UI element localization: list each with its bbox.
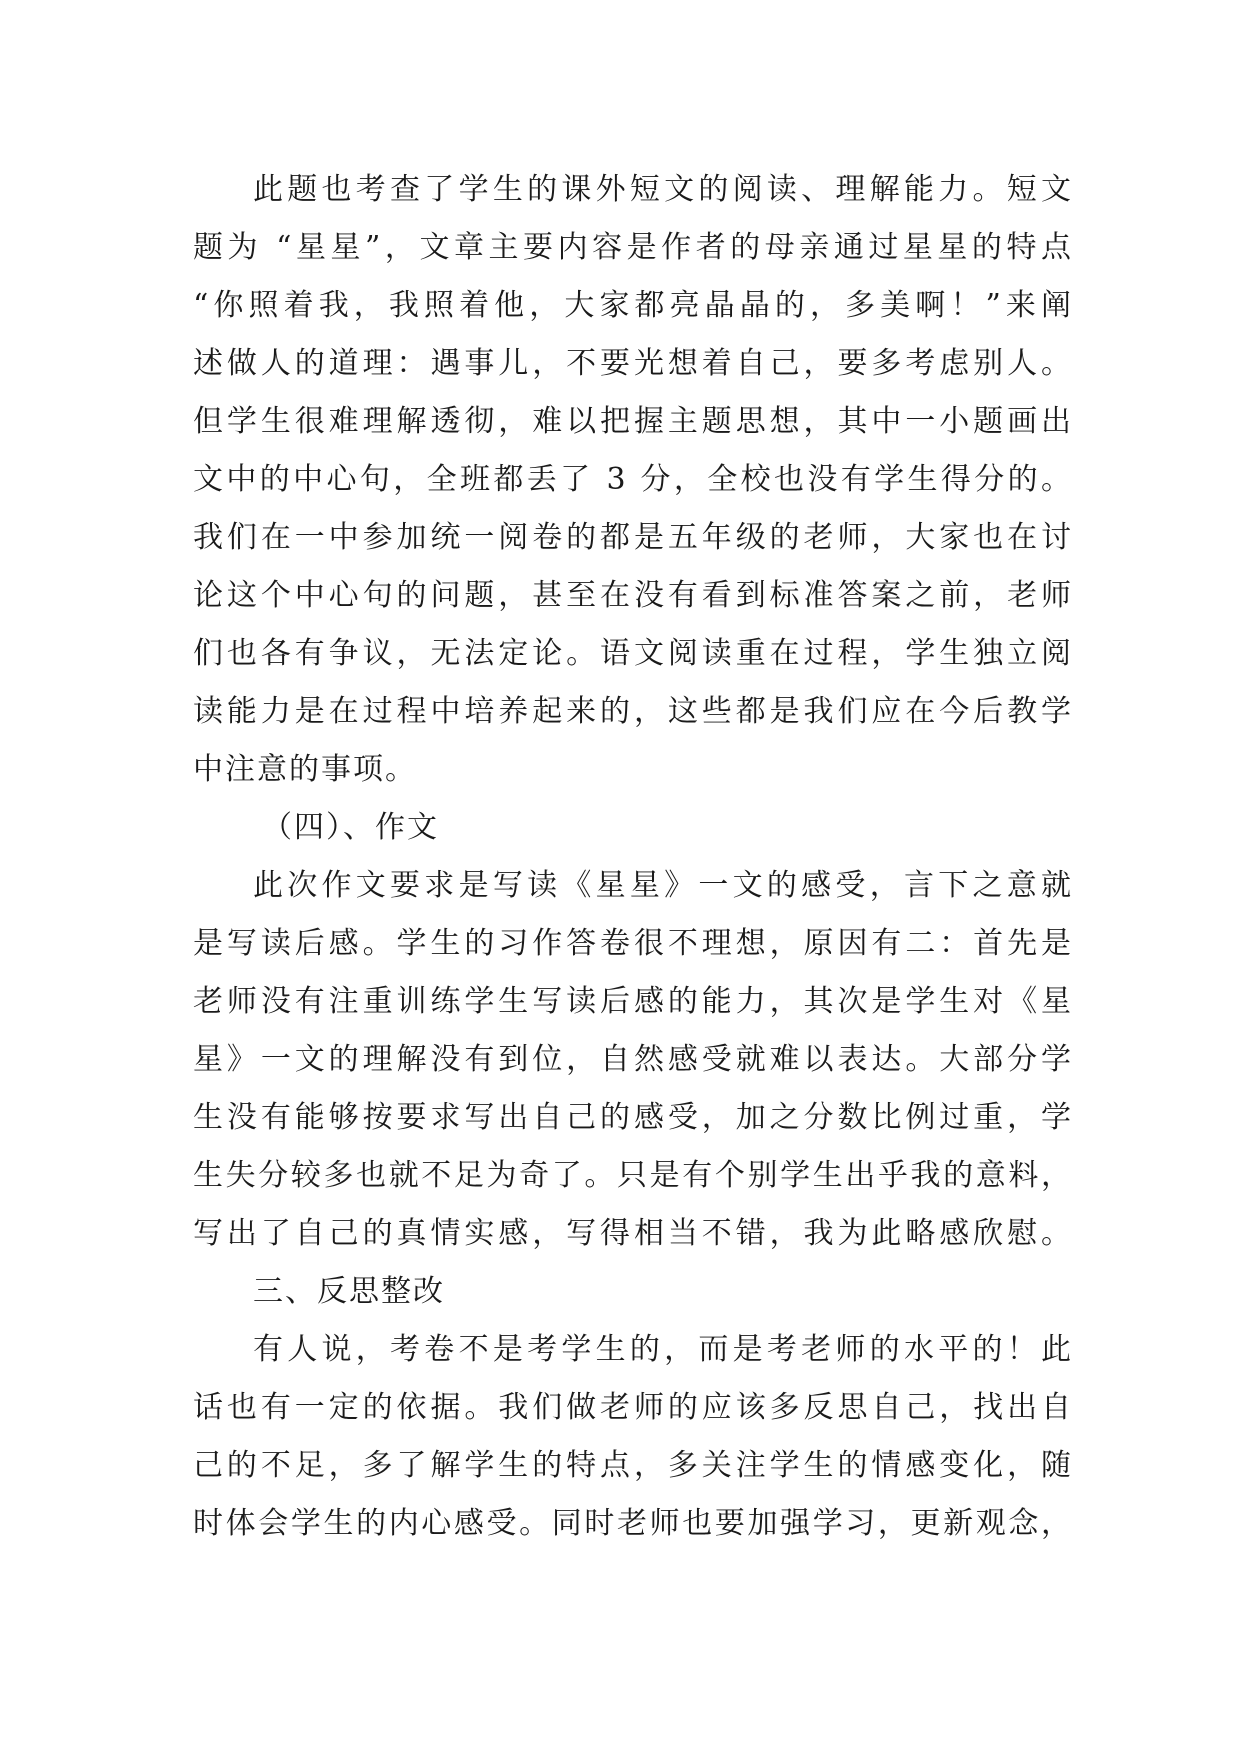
- paragraph-line: 我们在一中参加统一阅卷的都是五年级的老师，大家也在讨: [193, 520, 1073, 555]
- paragraph-line: 时体会学生的内心感受。同时老师也要加强学习，更新观念，: [193, 1506, 1073, 1541]
- section-heading: 三、反思整改: [253, 1274, 445, 1309]
- paragraph-line: 论这个中心句的问题，甚至在没有看到标准答案之前，老师: [193, 578, 1073, 613]
- paragraph-line: 文中的中心句，全班都丢了 3 分，全校也没有学生得分的。: [193, 462, 1073, 497]
- paragraph-line: 老师没有注重训练学生写读后感的能力，其次是学生对《星: [193, 984, 1073, 1019]
- paragraph-line: 题为 “星星”，文章主要内容是作者的母亲通过星星的特点: [193, 230, 1073, 265]
- paragraph-line: 中注意的事项。: [193, 752, 417, 787]
- paragraph-line: 述做人的道理：遇事儿，不要光想着自己，要多考虑别人。: [193, 346, 1073, 381]
- paragraph-line: 们也各有争议，无法定论。语文阅读重在过程，学生独立阅: [193, 636, 1073, 671]
- section-heading: （四）、作文: [262, 810, 439, 845]
- paragraph-line: 此题也考查了学生的课外短文的阅读、理解能力。短文: [253, 172, 1073, 207]
- paragraph-line: 写出了自己的真情实感，写得相当不错，我为此略感欣慰。: [193, 1216, 1073, 1251]
- paragraph-line: 是写读后感。学生的习作答卷很不理想，原因有二：首先是: [193, 926, 1073, 961]
- paragraph-line: “你照着我，我照着他，大家都亮晶晶的，多美啊！”来阐: [193, 288, 1073, 323]
- paragraph-line: 生没有能够按要求写出自己的感受，加之分数比例过重，学: [193, 1100, 1073, 1135]
- paragraph-line: 此次作文要求是写读《星星》一文的感受，言下之意就: [253, 868, 1073, 903]
- paragraph-line: 读能力是在过程中培养起来的，这些都是我们应在今后教学: [193, 694, 1073, 729]
- paragraph-line: 星》一文的理解没有到位，自然感受就难以表达。大部分学: [193, 1042, 1073, 1077]
- paragraph-line: 己的不足，多了解学生的特点，多关注学生的情感变化，随: [193, 1448, 1073, 1483]
- paragraph-line: 话也有一定的依据。我们做老师的应该多反思自己，找出自: [193, 1390, 1073, 1425]
- paragraph-line: 生失分较多也就不足为奇了。只是有个别学生出乎我的意料，: [193, 1158, 1073, 1193]
- paragraph-line: 有人说，考卷不是考学生的，而是考老师的水平的！此: [253, 1332, 1073, 1367]
- paragraph-line: 但学生很难理解透彻，难以把握主题思想，其中一小题画出: [193, 404, 1073, 439]
